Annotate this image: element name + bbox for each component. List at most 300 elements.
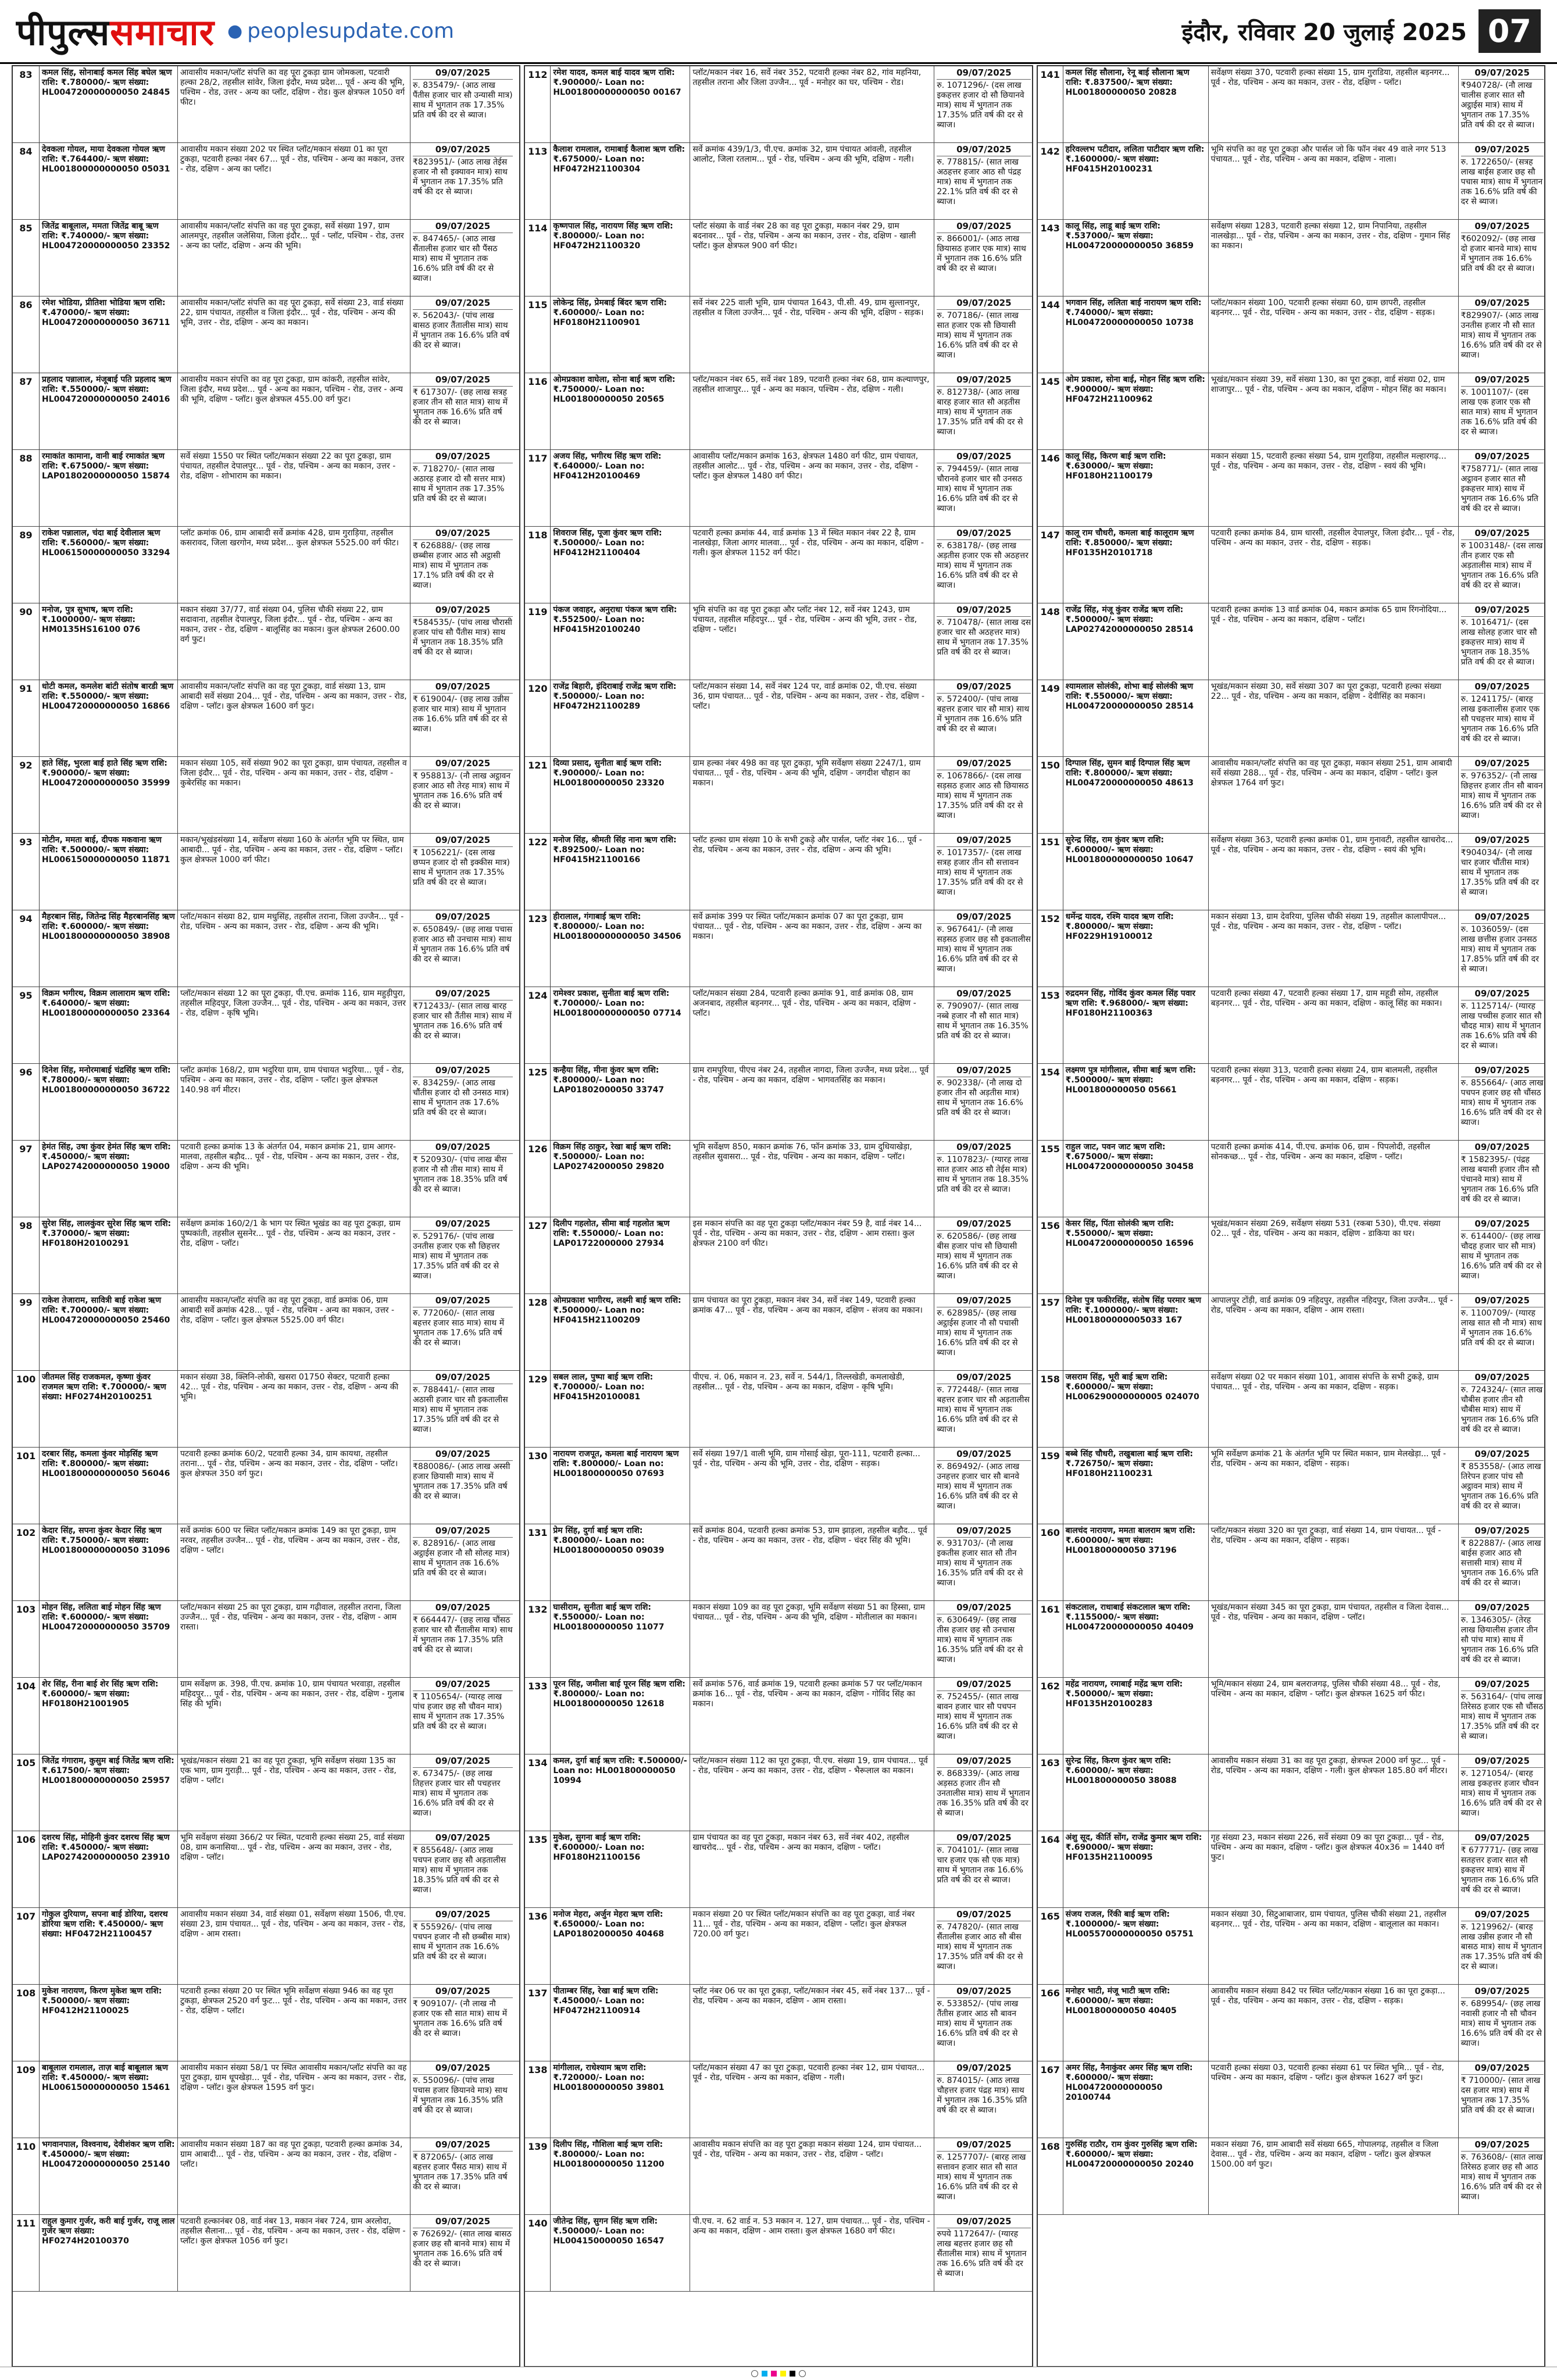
property-description: आवासीय मकान संख्या 58/1 पर स्थित आवासीय मकान/प्लॉट संपत्ति का वह पूरा टुकड़ा, ग्राम धूपखेड़ा... पूर्व - रोड, पश्चिम - अन्य का मकान, उत्तर - रोड, दक्षिण - प्लॉट। कुल क्षेत्रफल 1595 वर्ग फुट। bbox=[178, 2061, 410, 2138]
serial-number: 139 bbox=[525, 2138, 551, 2214]
borrower-details: दिलीप गहलोत, सीमा बाई गहलोत ऋण राशि: ₹.550000/- Loan no: LAP01722000000 27934 bbox=[551, 1217, 690, 1293]
property-description: प्लॉट क्रमांक 168/2, ग्राम भदुरिया ग्राम, ग्राम पंचायत भदुरिया... पूर्व - रोड, पश्चिम - अन्य का मकान, उत्तर - रोड, दक्षिण - प्लॉट। कुल क्षेत्रफल 140.98 वर्ग मीटर। bbox=[178, 1064, 410, 1140]
outstanding-amount: ₹602092/- (छह लाख दो हजार बानवे मात्र) साथ में भुगतान तक 16.6% प्रति वर्ष की दर से ब्याज। bbox=[1460, 234, 1537, 273]
borrower-details: सबल लाल, पुष्पा बाई ऋण राशि: ₹.700000/- Loan no: HF0415H20100081 bbox=[551, 1371, 690, 1447]
notice-date: 09/07/2025 bbox=[413, 1986, 513, 1998]
outstanding-amount: ₹758771/- (सात लाख अट्ठावन हजार सात सौ इकहत्तर मात्र) साथ में भुगतान तक 16.6% प्रति वर्ष की दर से ब्याज। bbox=[1460, 464, 1538, 513]
serial-number: 109 bbox=[13, 2061, 40, 2138]
borrower-details: कालू सिंह, लाडू बाई ऋण राशि: ₹.537000/- ऋण संख्या: HL004720000000050 36859 bbox=[1063, 220, 1209, 296]
serial-number: 95 bbox=[13, 987, 40, 1063]
borrower-details: राहुल जाट, पवन जाट ऋण राशि: ₹.675000/- ऋण संख्या: HL004720000000050 30458 bbox=[1063, 1141, 1209, 1217]
borrower-details: दिग्पाल सिंह, सुमन बाई दिग्पाल सिंह ऋण राशि: ₹.800000/- ऋण संख्या: HL004720000000050 48613 bbox=[1063, 757, 1209, 833]
table-row bbox=[13, 834, 519, 910]
notice-amount-cell bbox=[1459, 2138, 1544, 2214]
table-row bbox=[13, 66, 519, 143]
outstanding-amount: ₹ 909107/- (नौ लाख नौ हजार एक सौ सात मात्र) साथ में भुगतान तक 16.6% प्रति वर्ष की दर से ब्याज। bbox=[413, 1999, 508, 2038]
borrower-details: अंशु सूद, कीर्ति सोंग, राजेंद्र कुमार ऋण राशि: ₹.690000/- ऋण संख्या: HF0135H21100095 bbox=[1063, 1831, 1209, 1907]
notice-date: 09/07/2025 bbox=[1461, 1142, 1544, 1154]
outstanding-amount: ₹ 710000/- (सात लाख दस हजार मात्र) साथ में भुगतान तक 17.35% प्रति वर्ष की दर से ब्याज। bbox=[1460, 2076, 1541, 2115]
notice-amount-cell bbox=[934, 1908, 1031, 1984]
property-description: प्लॉट/मकान नंबर 16, सर्वे नंबर 352, पटवारी हल्का नंबर 82, गांव महनिया, तहसील तराना और जिला उज्जैन... पूर्व - मनोहर का घर, पश्चिम - रोड। bbox=[690, 66, 934, 142]
property-description: सर्वे क्रमांक 600 पर स्थित प्लॉट/मकान क्रमांक 149 का पूरा टुकड़ा, ग्राम नरवर, तहसील उज्जैन... पूर्व - रोड, पश्चिम - अन्य का मकान, उत्तर - रोड, दक्षिण - प्लॉट। bbox=[178, 1524, 410, 1600]
borrower-details: शिवराज सिंह, पूजा कुंवर ऋण राशि: ₹.500000/- Loan no: HF0412H21100404 bbox=[551, 527, 690, 603]
notice-date: 09/07/2025 bbox=[1461, 1603, 1544, 1614]
serial-number: 121 bbox=[525, 757, 551, 833]
borrower-details: भगवानपाल, विश्वनाथ, देवीशंकर ऋण राशि: ₹.450000/- ऋण संख्या: HL004720000000050 25140 bbox=[40, 2138, 178, 2214]
borrower-details: हेमंत सिंह, उषा कुंवर हेमंत सिंह ऋण राशि: ₹.450000/- ऋण संख्या: LAP02742000000050 19000 bbox=[40, 1141, 178, 1217]
yellow-swatch-icon bbox=[780, 2371, 786, 2377]
borrower-details: गोकुल दुरियाण, सपना बाई डोरिया, दशरथ डोरिया ऋण राशि: ₹.450000/- ऋण संख्या: HF0472H21100457 bbox=[40, 1908, 178, 1984]
table-row bbox=[525, 220, 1031, 296]
outstanding-amount: रु. 1346305/- (तेरह लाख छियालीस हजार तीन सौ पांच मात्र) साथ में भुगतान तक 16.6% प्रति वर्ष की दर से ब्याज। bbox=[1460, 1616, 1538, 1664]
notice-amount-cell bbox=[1459, 373, 1544, 449]
borrower-details: अजय सिंह, भगीरथ सिंह ऋण राशि: ₹.640000/- Loan no: HF0412H20100469 bbox=[551, 450, 690, 526]
property-description: प्लॉट/मकान संख्या 25 का पूरा टुकड़ा, ग्राम गढ़ीवाल, तहसील तराना, जिला उज्जैन... पूर्व - रोड, पश्चिम - अन्य का मकान, उत्तर - रोड, दक्षिण - आम रास्ता। bbox=[178, 1601, 410, 1677]
borrower-details: बाबूलाल रामलाल, ताज़ बाई बाबूलाल ऋण राशि: ₹.450000/- ऋण संख्या: HL006150000000050 15461 bbox=[40, 2061, 178, 2138]
table-row bbox=[1038, 910, 1544, 987]
outstanding-amount: रु. 869492/- (आठ लाख उनहत्तर हजार चार सौ बानवे मात्र) साथ में भुगतान तक 16.6% प्रति वर्ष की दर से ब्याज। bbox=[937, 1462, 1020, 1511]
property-description: मकान संख्या 13, ग्राम देवरिया, पुलिस चौकी संख्या 19, तहसील कालापीपल... पूर्व - रोड, पश्चिम - अन्य का मकान, उत्तर - रोड, दक्षिण - प्लॉट। bbox=[1209, 910, 1459, 987]
borrower-details: बालचंद नारायण, ममता बालराम ऋण राशि: ₹.600000/- ऋण संख्या: HL001800000050 37196 bbox=[1063, 1524, 1209, 1600]
notice-amount-cell bbox=[410, 987, 515, 1063]
borrower-details: दिलीप सिंह, गौशिला बाई ऋण राशि: ₹.800000/- Loan no: HL001800000050 11200 bbox=[551, 2138, 690, 2214]
borrower-details: संजय राजल, रिंकी बाई ऋण राशि: ₹.1000000/- ऋण संख्या: HL005570000000050 05751 bbox=[1063, 1908, 1209, 1984]
outstanding-amount: रु. 790907/- (सात लाख नब्बे हजार नौ सौ सात मात्र) साथ में भुगतान तक 16.35% प्रति वर्ष की दर से ब्याज। bbox=[937, 1002, 1029, 1041]
table-row bbox=[525, 373, 1031, 450]
outstanding-amount: रु. 847465/- (आठ लाख सैंतालीस हजार चार सौ पैंसठ मात्र) साथ में भुगतान तक 16.6% प्रति वर्ष की दर से ब्याज। bbox=[413, 234, 498, 283]
property-description: मकान संख्या 30, सिटुआबाजार, ग्राम पंचायत, पुलिस चौकी संख्या 21, तहसील बड़नगर... पूर्व - रोड, पश्चिम - अन्य का मकान, दक्षिण - बालूलाल का मकान। bbox=[1209, 1908, 1459, 1984]
table-row bbox=[1038, 1141, 1544, 1217]
serial-number: 165 bbox=[1038, 1908, 1063, 1984]
notice-amount-cell bbox=[410, 1448, 515, 1524]
table-row bbox=[525, 757, 1031, 834]
notice-amount-cell bbox=[934, 220, 1031, 296]
borrower-details: पूरन सिंह, जमीला बाई पूरन सिंह ऋण राशि: ₹.800000/- Loan no: HL001800000050 12618 bbox=[551, 1678, 690, 1754]
property-description: ग्राम हल्का नंबर 498 का वह पूरा टुकड़ा, भूमि सर्वेक्षण संख्या 2247/1, ग्राम पंचायत... पूर्व - रोड, पश्चिम - अन्य की भूमि, दक्षिण - जगदीश चौहान का मकान। bbox=[690, 757, 934, 833]
property-description: भूमि संपत्ति का वह पूरा टुकड़ा और प्लॉट नंबर 12, सर्वे नंबर 1243, ग्राम पंचायत, तहसील महिदपुर... पूर्व - रोड, पश्चिम - अन्य की भूमि, उत्तर - रोड, दक्षिण - प्लॉट। bbox=[690, 603, 934, 680]
outstanding-amount: रु. 630649/- (छह लाख तीस हजार छह सौ उनचास मात्र) साथ में भुगतान तक 16.35% प्रति वर्ष की दर से ब्याज। bbox=[937, 1616, 1023, 1664]
notice-date: 09/07/2025 bbox=[937, 1373, 1031, 1384]
borrower-details: कमल, दुर्गा बाई ऋण राशि: ₹.500000/- Loan no: HL001800000050 10994 bbox=[551, 1754, 690, 1831]
table-row bbox=[525, 1448, 1031, 1524]
borrower-details: रमेश यादव, कमल बाई यादव ऋण राशि: ₹.900000/- Loan no: HL001800000000050 00167 bbox=[551, 66, 690, 142]
notice-column-1 bbox=[12, 65, 520, 2367]
masthead bbox=[0, 0, 1557, 64]
notice-amount-cell bbox=[410, 834, 515, 910]
table-row bbox=[525, 910, 1031, 987]
notice-date: 09/07/2025 bbox=[413, 1910, 513, 1921]
serial-number: 150 bbox=[1038, 757, 1063, 833]
serial-number: 131 bbox=[525, 1524, 551, 1600]
notice-date: 09/07/2025 bbox=[413, 605, 513, 617]
notice-amount-cell bbox=[410, 1831, 515, 1907]
serial-number: 135 bbox=[525, 1831, 551, 1907]
table-row bbox=[1038, 1217, 1544, 1294]
borrower-details: कृष्णपाल सिंह, नारायण सिंह ऋण राशि: ₹.800000/- Loan no: HF0472H21100320 bbox=[551, 220, 690, 296]
outstanding-amount: ₹ 853558/- (आठ लाख तिरेपन हजार पांच सौ अट्ठावन मात्र) साथ में भुगतान तक 16.6% प्रति वर्ष की दर से ब्याज। bbox=[1460, 1462, 1541, 1511]
serial-number: 125 bbox=[525, 1064, 551, 1140]
notice-date: 09/07/2025 bbox=[1461, 1526, 1544, 1538]
table-row bbox=[13, 1064, 519, 1141]
borrower-details: राकेश पन्नालाल, चंदा बाई देवीलाल ऋण राशि: ₹.560000/- ऋण संख्या: HL006150000000050 33294 bbox=[40, 527, 178, 603]
outstanding-amount: ₹ 1105654/- (ग्यारह लाख पांच हजार छह सौ चौवन मात्र) साथ में भुगतान तक 17.35% प्रति वर्ष की दर से ब्याज। bbox=[413, 1692, 505, 1731]
serial-number: 168 bbox=[1038, 2138, 1063, 2214]
property-description: ग्राम पंचायत का पूरा टुकड़ा, मकान नंबर 34, सर्वे नंबर 149, पटवारी हल्का क्रमांक 47... पूर्व - रोड, पश्चिम - अन्य का मकान, दक्षिण - संजय का मकान। bbox=[690, 1294, 934, 1370]
serial-number: 138 bbox=[525, 2061, 551, 2138]
property-description: पटवारी हल्का संख्या 03, पटवारी हल्का संख्या 61 पर स्थित भूमि... पूर्व - रोड, पश्चिम - अन्य का मकान, दक्षिण - प्लॉट। कुल क्षेत्रफल 1627 वर्ग फुट। bbox=[1209, 2061, 1459, 2138]
serial-number: 160 bbox=[1038, 1524, 1063, 1600]
property-description: सर्वे नंबर 225 वाली भूमि, ग्राम पंचायत 1643, पी.सी. 49, ग्राम सुल्तानपुर, तहसील व जिला उज्जैन... पूर्व - रोड, पश्चिम - अन्य की भूमि, दक्षिण - सड़क। bbox=[690, 296, 934, 373]
notice-amount-cell bbox=[410, 757, 515, 833]
borrower-details: ओमप्रकाश भागीरथ, लक्ष्मी बाई ऋण राशि: ₹.500000/- Loan no: HF0415H21100209 bbox=[551, 1294, 690, 1370]
borrower-details: दिनेश सिंह, मनोरमाबाई चंद्रसिंह ऋण राशि: ₹.780000/- ऋण संख्या: HL001800000000050 36722 bbox=[40, 1064, 178, 1140]
borrower-details: दिव्या प्रसाद, सुनीता बाई ऋण राशि: ₹.900000/- Loan no: HL001800000050 23320 bbox=[551, 757, 690, 833]
borrower-details: शेर सिंह, रीना बाई शेर सिंह ऋण राशि: ₹.600000/- ऋण संख्या: HF0180H21001905 bbox=[40, 1678, 178, 1754]
outstanding-amount: रु. 704101/- (सात लाख चार हजार एक सौ एक मात्र) साथ में भुगतान तक 16.6% प्रति वर्ष की दर से ब्याज। bbox=[937, 1846, 1023, 1885]
table-row bbox=[525, 1141, 1031, 1217]
serial-number: 133 bbox=[525, 1678, 551, 1754]
serial-number: 157 bbox=[1038, 1294, 1063, 1370]
notice-date: 09/07/2025 bbox=[413, 912, 513, 924]
borrower-details: धर्मेन्द्र यादव, रश्मि यादव ऋण राशि: ₹.800000/- ऋण संख्या: HF0229H19100012 bbox=[1063, 910, 1209, 987]
outstanding-amount: रु. 1107823/- (ग्यारह लाख सात हजार आठ सौ तेईस मात्र) साथ में भुगतान तक 18.35% प्रति वर्ष की दर से ब्याज। bbox=[937, 1155, 1029, 1194]
website-link[interactable] bbox=[227, 19, 454, 43]
notice-date: 09/07/2025 bbox=[1461, 1449, 1544, 1461]
table-row bbox=[13, 2215, 519, 2292]
borrower-details: मनोज, पुत्र सुभाष, ऋण राशि: ₹.1000000/- ऋण संख्या: HM0135HS16100 076 bbox=[40, 603, 178, 680]
outstanding-amount: रु. 628985/- (छह लाख अट्ठाईस हजार नौ सौ पचासी मात्र) साथ में भुगतान तक 16.6% प्रति वर्ष की दर से ब्याज। bbox=[937, 1309, 1019, 1357]
table-row bbox=[525, 1985, 1031, 2061]
outstanding-amount: रुपये 1172647/- (ग्यारह लाख बहत्तर हजार छह सौ सैंतालीस मात्र) साथ में भुगतान तक 16.6% प्रति वर्ष की दर से ब्याज। bbox=[937, 2229, 1027, 2278]
notice-amount-cell bbox=[1459, 987, 1544, 1063]
outstanding-amount: ₹712433/- (सात लाख बारह हजार चार सौ तैंतीस मात्र) साथ में भुगतान तक 16.6% प्रति वर्ष की दर से ब्याज। bbox=[413, 1002, 512, 1041]
notice-date: 09/07/2025 bbox=[937, 989, 1031, 1000]
outstanding-amount: रु. 866001/- (आठ लाख छियासठ हजार एक मात्र) साथ में भुगतान तक 16.6% प्रति वर्ष की दर से ब्याज। bbox=[937, 234, 1026, 273]
borrower-details: महेंद्र नारायण, रमाबाई महेंद्र ऋण राशि: ₹.500000/- ऋण संख्या: HF0135H20100283 bbox=[1063, 1678, 1209, 1754]
serial-number: 140 bbox=[525, 2215, 551, 2291]
outstanding-amount: रु. 1241175/- (बारह लाख इकतालीस हजार एक सौ पचहत्तर मात्र) साथ में भुगतान तक 16.6% प्रति वर्ष की दर से ब्याज। bbox=[1460, 695, 1540, 744]
property-description: पटवारी हल्का संख्या 313, पटवारी हल्का संख्या 24, ग्राम बालमली, तहसील बड़नगर... पूर्व - रोड, पश्चिम - अन्य का मकान, दक्षिण - सड़क। bbox=[1209, 1064, 1459, 1140]
notice-amount-cell bbox=[410, 1908, 515, 1984]
serial-number: 94 bbox=[13, 910, 40, 987]
borrower-details: मांगीलाल, राधेश्याम ऋण राशि: ₹.720000/- Loan no: HL001800000050 39801 bbox=[551, 2061, 690, 2138]
outstanding-amount: रु. 718270/- (सात लाख अठारह हजार दो सौ सत्तर मात्र) साथ में भुगतान तक 17.35% प्रति वर्ष की दर से ब्याज। bbox=[413, 464, 506, 503]
borrower-details: राहुल कुमार गुर्जर, करी बाई गुर्जर, राजू लाल गुर्जर ऋण संख्या: HF0274H20100370 bbox=[40, 2215, 178, 2291]
serial-number: 112 bbox=[525, 66, 551, 142]
property-description: पटवारी हल्का क्रमांक 13 वार्ड क्रमांक 04, मकान क्रमांक 65 ग्राम रिंगनोदिया... पूर्व - रोड, पश्चिम - अन्य का मकान, दक्षिण - प्लॉट। bbox=[1209, 603, 1459, 680]
outstanding-amount: रु. 747820/- (सात लाख सैंतालीस हजार आठ सौ बीस मात्र) साथ में भुगतान तक 17.35% प्रति वर्ष की दर से ब्याज। bbox=[937, 1922, 1023, 1971]
serial-number: 98 bbox=[13, 1217, 40, 1293]
borrower-details: प्रहलाद पन्नालाल, मंजूबाई पति प्रहलाद ऋण राशि: ₹.550000/- ऋण संख्या: HL004720000000050 24016 bbox=[40, 373, 178, 449]
table-row bbox=[13, 1908, 519, 1985]
serial-number: 96 bbox=[13, 1064, 40, 1140]
outstanding-amount: रु 1003148/- (दस लाख तीन हजार एक सौ अड़तालीस मात्र) साथ में भुगतान तक 16.6% प्रति वर्ष की दर से ब्याज। bbox=[1460, 541, 1543, 590]
property-description: प्लॉट/मकान संख्या 100, पटवारी हल्का संख्या 60, ग्राम छापरी, तहसील बड़नगर... पूर्व - रोड, पश्चिम - अन्य का मकान, उत्तर - रोड, दक्षिण - सड़क। bbox=[1209, 296, 1459, 373]
notice-amount-cell bbox=[410, 1294, 515, 1370]
property-description: भूखंड/मकान संख्या 30, सर्वे संख्या 307 का पूरा टुकड़ा, पटवारी हल्का संख्या 22... पूर्व - रोड, पश्चिम - अन्य का मकान, दक्षिण - देवीसिंह का मकान। bbox=[1209, 680, 1459, 756]
property-description: भूखंड/मकान संख्या 345 का पूरा टुकड़ा, ग्राम पंचायत, तहसील व जिला देवास... पूर्व - रोड, पश्चिम - अन्य का मकान, दक्षिण - प्लॉट। bbox=[1209, 1601, 1459, 1677]
table-row bbox=[13, 1294, 519, 1371]
property-description: प्लॉट क्रमांक 06, ग्राम आबादी सर्वे क्रमांक 428, ग्राम गुराड़िया, तहसील कसरावद, जिला खरगोन, मध्य प्रदेश... कुल क्षेत्रफल 5525.00 वर्ग फीट। bbox=[178, 527, 410, 603]
notice-amount-cell bbox=[1459, 1524, 1544, 1600]
property-description: पटवारी हल्का संख्या 47, पटवारी हल्का संख्या 17, ग्राम महूडी सोम, तहसील बड़नगर... पूर्व - रोड, पश्चिम - अन्य का मकान, दक्षिण - कालू सिंह का मकान। bbox=[1209, 987, 1459, 1063]
borrower-details: मनोज मेहरा, अर्जुन मेहरा ऋण राशि: ₹.650000/- Loan no: LAP01802000050 40468 bbox=[551, 1908, 690, 1984]
property-description: मकान संख्या 109 का वह पूरा टुकड़ा, भूमि सर्वेक्षण संख्या 51 का हिस्सा, ग्राम पंचायत... पूर्व - रोड, पश्चिम - अन्य की भूमि, दक्षिण - मोतीलाल का मकान। bbox=[690, 1601, 934, 1677]
property-description: आवासीय मकान/प्लॉट संपत्ति का वह पूरा टुकड़ा, वार्ड संख्या 13, ग्राम आबादी सर्वे संख्या 204... पूर्व - रोड, पश्चिम - अन्य का मकान, उत्तर - रोड, दक्षिण - प्लॉट। कुल क्षेत्रफल 1600 वर्ग फुट। bbox=[178, 680, 410, 756]
outstanding-amount: रु. 710478/- (सात लाख दस हजार चार सौ अठहत्तर मात्र) साथ में भुगतान तक 17.35% प्रति वर्ष की दर से ब्याज। bbox=[937, 618, 1031, 657]
table-row bbox=[13, 450, 519, 527]
borrower-details: राकेश तेजाराम, सावित्री बाई राकेश ऋण राशि: ₹.700000/- ऋण संख्या: HL004720000000050 25460 bbox=[40, 1294, 178, 1370]
notice-amount-cell bbox=[934, 1985, 1031, 2061]
outstanding-amount: रु. 563164/- (पांच लाख तिरेसठ हजार एक सौ चौंसठ मात्र) साथ में भुगतान तक 17.35% प्रति वर्ष की दर से ब्याज। bbox=[1460, 1692, 1544, 1741]
notice-amount-cell bbox=[410, 2061, 515, 2138]
table-row bbox=[1038, 987, 1544, 1064]
cyan-swatch-icon bbox=[762, 2371, 767, 2377]
borrower-details: सुरेन्द्र सिंह, राम कुंवर ऋण राशि: ₹.600000/- ऋण संख्या: HL001800000000050 10647 bbox=[1063, 834, 1209, 910]
table-row bbox=[13, 1985, 519, 2061]
serial-number: 84 bbox=[13, 143, 40, 219]
notice-date: 09/07/2025 bbox=[1461, 452, 1544, 463]
notice-amount-cell bbox=[934, 680, 1031, 756]
serial-number: 91 bbox=[13, 680, 40, 756]
notice-date: 09/07/2025 bbox=[413, 375, 513, 387]
notice-amount-cell bbox=[1459, 1217, 1544, 1293]
table-row bbox=[13, 373, 519, 450]
table-row bbox=[525, 1294, 1031, 1371]
outstanding-amount: रु. 1257707/- (बारह लाख सत्तावन हजार सात सौ सात मात्र) साथ में भुगतान तक 16.6% प्रति वर्ष की दर से ब्याज। bbox=[937, 2153, 1026, 2202]
table-row bbox=[525, 143, 1031, 220]
notice-amount-cell bbox=[410, 296, 515, 373]
borrower-details: नारायण राजपूत, कमला बाई नारायण ऋण राशि: ₹.800000/- Loan no: HL001800000050 07693 bbox=[551, 1448, 690, 1524]
notice-date: 09/07/2025 bbox=[1461, 1296, 1544, 1307]
serial-number: 97 bbox=[13, 1141, 40, 1217]
borrower-details: मनोहर भाटी, मंजू भाटी ऋण राशि: ₹.600000/- ऋण संख्या: HL001800000050 40405 bbox=[1063, 1985, 1209, 2061]
notice-date: 09/07/2025 bbox=[413, 1526, 513, 1538]
notice-date: 09/07/2025 bbox=[413, 2063, 513, 2075]
property-description: सर्वेक्षण संख्या 1283, पटवारी हल्का संख्या 12, ग्राम निपानिया, तहसील नालखेड़ा... पूर्व - रोड, पश्चिम - अन्य का मकान, उत्तर - रोड, दक्षिण - गुमान सिंह का मकान। bbox=[1209, 220, 1459, 296]
notice-date: 09/07/2025 bbox=[1461, 1679, 1544, 1691]
notice-date: 09/07/2025 bbox=[937, 912, 1031, 924]
outstanding-amount: रु. 562043/- (पांच लाख बासठ हजार तैंतालीस मात्र) साथ में भुगतान तक 16.6% प्रति वर्ष की दर से ब्याज। bbox=[413, 311, 510, 350]
borrower-details: हीरालाल, गंगाबाई ऋण राशि: ₹.800000/- Loan no: HL001800000000050 34506 bbox=[551, 910, 690, 987]
table-row bbox=[525, 2138, 1031, 2215]
table-row bbox=[525, 1754, 1031, 1831]
notice-amount-cell bbox=[1459, 1908, 1544, 1984]
notice-amount-cell bbox=[410, 1371, 515, 1447]
notice-amount-cell bbox=[1459, 1294, 1544, 1370]
notice-amount-cell bbox=[1459, 1831, 1544, 1907]
notice-amount-cell bbox=[1459, 910, 1544, 987]
table-row bbox=[1038, 220, 1544, 296]
property-description: प्लॉट/मकान संख्या 284, पटवारी हल्का क्रमांक 91, वार्ड क्रमांक 08, ग्राम अजनबाद, तहसील बड़नगर... पूर्व - रोड, पश्चिम - अन्य का मकान, दक्षिण - प्लॉट। bbox=[690, 987, 934, 1063]
outstanding-amount: ₹829907/- (आठ लाख उनतीस हजार नौ सौ सात मात्र) साथ में भुगतान तक 16.6% प्रति वर्ष की दर से ब्याज। bbox=[1460, 311, 1542, 360]
serial-number: 166 bbox=[1038, 1985, 1063, 2061]
table-row bbox=[13, 1601, 519, 1678]
notice-date: 09/07/2025 bbox=[1461, 145, 1544, 156]
outstanding-amount: रु. 1722650/- (सत्रह लाख बाईस हजार छह सौ पचास मात्र) साथ में भुगतान तक 16.6% प्रति वर्ष की दर से ब्याज। bbox=[1460, 158, 1543, 206]
outstanding-amount: ₹ 555926/- (पांच लाख पचपन हजार नौ सौ छब्बीस मात्र) साथ में भुगतान तक 16.6% प्रति वर्ष की दर से ब्याज। bbox=[413, 1922, 510, 1961]
serial-number: 122 bbox=[525, 834, 551, 910]
masthead-right bbox=[1182, 9, 1541, 53]
serial-number: 151 bbox=[1038, 834, 1063, 910]
globe-icon: ● bbox=[227, 21, 243, 41]
outstanding-amount: रु. 1071296/- (दस लाख इकहत्तर हजार दो सौ छियानवे मात्र) साथ में भुगतान तक 17.35% प्रति वर्ष की दर से ब्याज। bbox=[937, 81, 1024, 130]
serial-number: 103 bbox=[13, 1601, 40, 1677]
notice-date: 09/07/2025 bbox=[413, 1373, 513, 1384]
notice-date: 09/07/2025 bbox=[413, 989, 513, 1000]
property-description: आवासीय मकान संपत्ति का वह पूरा टुकड़ा, ग्राम कांकरी, तहसील सांवेर, जिला इंदौर, मध्य प्रदेश... पूर्व - अन्य का मकान, पश्चिम - रोड, उत्तर - अन्य की भूमि, दक्षिण - प्लॉट। कुल क्षेत्रफल 455.00 वर्ग फुट। bbox=[178, 373, 410, 449]
table-row bbox=[13, 1448, 519, 1524]
serial-number: 104 bbox=[13, 1678, 40, 1754]
table-row bbox=[525, 2061, 1031, 2138]
notice-amount-cell bbox=[934, 296, 1031, 373]
property-description: सर्वेक्षण संख्या 370, पटवारी हल्का संख्या 15, ग्राम गुराडिया, तहसील बड़नगर... पूर्व - रोड, पश्चिम - अन्य का मकान, उत्तर - रोड, दक्षिण - प्लॉट। bbox=[1209, 66, 1459, 142]
notice-amount-cell bbox=[410, 680, 515, 756]
property-description: आवासीय मकान/प्लॉट संपत्ति का वह पूरा टुकड़ा, मकान संख्या 251, ग्राम आबादी सर्वे संख्या 288... पूर्व - रोड, पश्चिम - अन्य का मकान, दक्षिण - प्लॉट। कुल क्षेत्रफल 1764 वर्ग फुट। bbox=[1209, 757, 1459, 833]
outstanding-amount: रु. 834259/- (आठ लाख चौंतीस हजार दो सौ उनसठ मात्र) साथ में भुगतान तक 17.6% प्रति वर्ष की दर से ब्याज। bbox=[413, 1078, 509, 1117]
notice-amount-cell bbox=[410, 527, 515, 603]
notice-amount-cell bbox=[934, 1064, 1031, 1140]
outstanding-amount: रु. 828916/- (आठ लाख अट्ठाईस हजार नौ सौ सोलह मात्र) साथ में भुगतान तक 16.6% प्रति वर्ष की दर से ब्याज। bbox=[413, 1539, 510, 1578]
borrower-details: मोटीन, ममता बाई, दीपक मकवाना ऋण राशि: ₹.500000/- ऋण संख्या: HL006150000000050 11871 bbox=[40, 834, 178, 910]
notice-amount-cell bbox=[934, 143, 1031, 219]
borrower-details: घासीराम, सुनीता बाई ऋण राशि: ₹.550000/- Loan no: HL001800000050 11077 bbox=[551, 1601, 690, 1677]
notice-date: 09/07/2025 bbox=[1461, 989, 1544, 1000]
property-description: आवासीय मकान/प्लॉट संपत्ति का वह पूरा टुकड़ा, सर्वे संख्या 23, वार्ड संख्या 22, ग्राम पंचायत, तहसील व जिला इंदौर... पूर्व - रोड, पश्चिम - अन्य की भूमि, उत्तर - रोड, दक्षिण - अन्य का मकान। bbox=[178, 296, 410, 373]
table-row bbox=[13, 220, 519, 296]
property-description: पटवारी हल्का क्रमांक 60/2, पटवारी हल्का 34, ग्राम कायथा, तहसील तराना... पूर्व - रोड, पश्चिम - अन्य का मकान, उत्तर - रोड, दक्षिण - प्लॉट। कुल क्षेत्रफल 350 वर्ग फुट। bbox=[178, 1448, 410, 1524]
notice-amount-cell bbox=[410, 66, 515, 142]
notice-amount-cell bbox=[934, 987, 1031, 1063]
table-row bbox=[13, 987, 519, 1064]
serial-number: 106 bbox=[13, 1831, 40, 1907]
table-row bbox=[1038, 1448, 1544, 1524]
notice-date: 09/07/2025 bbox=[413, 2140, 513, 2152]
serial-number: 90 bbox=[13, 603, 40, 680]
property-description: सर्वे क्रमांक 576, वार्ड क्रमांक 19, पटवारी हल्का क्रमांक 57 पर प्लॉट/मकान क्रमांक 16... पूर्व - रोड, पश्चिम - अन्य का मकान, दक्षिण - गोविंद सिंह का मकान। bbox=[690, 1678, 934, 1754]
property-description: प्लॉट/मकान संख्या 47 का पूरा टुकड़ा, पटवारी हल्का नंबर 12, ग्राम पंचायत... पूर्व - रोड, पश्चिम - अन्य का मकान, दक्षिण - गली। bbox=[690, 2061, 934, 2138]
notice-date: 09/07/2025 bbox=[413, 1679, 513, 1691]
notice-amount-cell bbox=[1459, 757, 1544, 833]
serial-number: 152 bbox=[1038, 910, 1063, 987]
notice-amount-cell bbox=[934, 2215, 1031, 2291]
notice-amount-cell bbox=[934, 1448, 1031, 1524]
table-row bbox=[1038, 1985, 1544, 2061]
notice-date: 09/07/2025 bbox=[1461, 221, 1544, 233]
borrower-details: केदार सिंह, सपना कुंवर केदार सिंह ऋण राशि: ₹.750000/- ऋण संख्या: HL001800000000050 31096 bbox=[40, 1524, 178, 1600]
table-row bbox=[1038, 1371, 1544, 1448]
notice-date: 09/07/2025 bbox=[1461, 605, 1544, 617]
notice-date: 09/07/2025 bbox=[937, 528, 1031, 540]
notice-date: 09/07/2025 bbox=[937, 1833, 1031, 1845]
serial-number: 145 bbox=[1038, 373, 1063, 449]
borrower-details: कालू राम चौधरी, कमला बाई कालूराम ऋण राशि: ₹.850000/- ऋण संख्या: HF0135H20101718 bbox=[1063, 527, 1209, 603]
notice-date: 09/07/2025 bbox=[413, 759, 513, 770]
serial-number: 167 bbox=[1038, 2061, 1063, 2138]
property-description: प्लॉट नंबर 06 पर का पूरा टुकड़ा, प्लॉट/मकान नंबर 45, सर्वे नंबर 137... पूर्व - रोड, पश्चिम - अन्य का मकान, दक्षिण - आम रास्ता। bbox=[690, 1985, 934, 2061]
serial-number: 130 bbox=[525, 1448, 551, 1524]
serial-number: 83 bbox=[13, 66, 40, 142]
table-row bbox=[1038, 1908, 1544, 1985]
borrower-details: संकटलाल, राधाबाई संकटलाल ऋण राशि: ₹.1155000/- ऋण संख्या: HL004720000000050 40409 bbox=[1063, 1601, 1209, 1677]
property-description: भूखंड/मकान संख्या 269, सर्वेक्षण संख्या 531 (रकबा 530), पी.एच. संख्या 02... पूर्व - रोड, पश्चिम - अन्य का मकान, दक्षिण - डाकिया का घर। bbox=[1209, 1217, 1459, 1293]
notice-amount-cell bbox=[934, 1754, 1031, 1831]
table-row bbox=[1038, 66, 1544, 143]
property-description: पटवारी हल्का क्रमांक 44, वार्ड क्रमांक 13 में स्थित मकान नंबर 22 है, ग्राम नालखेड़ा, जिला आगर मालवा... पूर्व - रोड, पश्चिम - अन्य का मकान, दक्षिण - गली। कुल क्षेत्रफल 1152 वर्ग फीट। bbox=[690, 527, 934, 603]
outstanding-amount: रु. 1016471/- (दस लाख सोलह हजार चार सौ इकहत्तर मात्र) साथ में भुगतान तक 18.35% प्रति वर्ष की दर से ब्याज। bbox=[1460, 618, 1537, 667]
serial-number: 85 bbox=[13, 220, 40, 296]
notice-date: 09/07/2025 bbox=[413, 68, 513, 80]
notice-date: 09/07/2025 bbox=[937, 298, 1031, 310]
outstanding-amount: रु. 752455/- (सात लाख बावन हजार चार सौ पचपन मात्र) साथ में भुगतान तक 16.6% प्रति वर्ष की दर से ब्याज। bbox=[937, 1692, 1019, 1741]
property-description: पटवारी हल्का क्रमांक 414, पी.एच. क्रमांक 06, ग्राम - पिपलोदी, तहसील सोनकच्छ... पूर्व - रोड, पश्चिम - अन्य का मकान, दक्षिण - प्लॉट। bbox=[1209, 1141, 1459, 1217]
borrower-details: पीताम्बर सिंह, रेखा बाई ऋण राशि: ₹.450000/- Loan no: HF0472H21100914 bbox=[551, 1985, 690, 2061]
notice-amount-cell bbox=[934, 1217, 1031, 1293]
logo-part-2: समाचार bbox=[110, 10, 215, 53]
outstanding-amount: रु. 673475/- (छह लाख तिहत्तर हजार चार सौ पचहत्तर मात्र) साथ में भुगतान तक 16.6% प्रति वर्ष की दर से ब्याज। bbox=[413, 1769, 501, 1818]
notice-date: 09/07/2025 bbox=[937, 2140, 1031, 2152]
serial-number: 111 bbox=[13, 2215, 40, 2291]
property-description: मकान संख्या 20 पर स्थित प्लॉट/मकान संपत्ति का वह पूरा टुकड़ा, वार्ड नंबर 11... पूर्व - रोड, पश्चिम - अन्य का मकान, दक्षिण - प्लॉट। कुल क्षेत्रफल 720.00 वर्ग फुट। bbox=[690, 1908, 934, 1984]
borrower-details: मनोज सिंह, श्रीमती सिंह नाना ऋण राशि: ₹.892500/- Loan no: HF0415H21100166 bbox=[551, 834, 690, 910]
outstanding-amount: रु. 1036059/- (दस लाख छत्तीस हजार उनसठ मात्र) साथ में भुगतान तक 17.85% प्रति वर्ष की दर से ब्याज। bbox=[1460, 925, 1539, 974]
notice-amount-cell bbox=[410, 1754, 515, 1831]
notice-amount-cell bbox=[1459, 680, 1544, 756]
notice-amount-cell bbox=[410, 2215, 515, 2291]
magenta-swatch-icon bbox=[771, 2371, 777, 2377]
notice-amount-cell bbox=[934, 834, 1031, 910]
outstanding-amount: रु. 1001107/- (दस लाख एक हजार एक सौ सात मात्र) साथ में भुगतान तक 16.6% प्रति वर्ष की दर से ब्याज। bbox=[1460, 388, 1538, 437]
outstanding-amount: रु. 788441/- (सात लाख अठासी हजार चार सौ इकतालीस मात्र) साथ में भुगतान तक 17.35% प्रति वर्ष की दर से ब्याज। bbox=[413, 1385, 508, 1434]
notice-date: 09/07/2025 bbox=[937, 835, 1031, 847]
serial-number: 107 bbox=[13, 1908, 40, 1984]
borrower-details: रमाकांत कामाना, वानी बाई रमाकांत ऋण राशि: ₹.675000/- ऋण संख्या: LAP01802000000050 15874 bbox=[40, 450, 178, 526]
notice-date: 09/07/2025 bbox=[937, 68, 1031, 80]
notice-date: 09/07/2025 bbox=[937, 1142, 1031, 1154]
property-description: पी.एच. न. 62 वार्ड न. 53 मकान न. 127, ग्राम पंचायत... पूर्व - रोड, पश्चिम - अन्य का मकान, दक्षिण - आम रास्ता। कुल क्षेत्रफल 1680 वर्ग फीट। bbox=[690, 2215, 934, 2291]
serial-number: 99 bbox=[13, 1294, 40, 1370]
borrower-details: पंकज जवाहर, अनुराधा पंकज ऋण राशि: ₹.552500/- Loan no: HF0415H20100240 bbox=[551, 603, 690, 680]
serial-number: 102 bbox=[13, 1524, 40, 1600]
serial-number: 144 bbox=[1038, 296, 1063, 373]
notice-amount-cell bbox=[934, 66, 1031, 142]
table-row bbox=[1038, 296, 1544, 373]
notice-amount-cell bbox=[934, 910, 1031, 987]
outstanding-amount: रु. 763608/- (सात लाख तिरेसठ हजार छह सौ आठ मात्र) साथ में भुगतान तक 16.6% प्रति वर्ष की दर से ब्याज। bbox=[1460, 2153, 1543, 2202]
property-description: पटवारी हल्का संख्या 20 पर स्थित भूमि सर्वेक्षण संख्या 946 का वह पूरा टुकड़ा, क्षेत्रफल 2520 वर्ग फुट... पूर्व - रोड, पश्चिम - अन्य का मकान, उत्तर - रोड, दक्षिण - प्लॉट। bbox=[178, 1985, 410, 2061]
borrower-details: जीतेन्द्र सिंह, सुगन सिंह ऋण राशि: ₹.500000/- Loan no: HL004150000050 16547 bbox=[551, 2215, 690, 2291]
serial-number: 108 bbox=[13, 1985, 40, 2061]
notice-date: 09/07/2025 bbox=[937, 1910, 1031, 1921]
notice-date: 09/07/2025 bbox=[937, 682, 1031, 694]
notice-date: 09/07/2025 bbox=[1461, 912, 1544, 924]
borrower-details: मुकेश, सुगना बाई ऋण राशि: ₹.600000/- Loan no: HF0180H21100156 bbox=[551, 1831, 690, 1907]
serial-number: 129 bbox=[525, 1371, 551, 1447]
borrower-details: जितेंद्र बाबूलाल, ममता जितेंद्र बाबू ऋण राशि: ₹.740000/- ऋण संख्या: HL004720000000050 23352 bbox=[40, 220, 178, 296]
notice-date: 09/07/2025 bbox=[413, 1756, 513, 1768]
borrower-details: कालू सिंह, किरण बाई ऋण राशि: ₹.630000/- ऋण संख्या: HF0180H21100179 bbox=[1063, 450, 1209, 526]
serial-number: 105 bbox=[13, 1754, 40, 1831]
serial-number: 154 bbox=[1038, 1064, 1063, 1140]
notice-date: 09/07/2025 bbox=[1461, 298, 1544, 310]
outstanding-amount: ₹ 626888/- (छह लाख छब्बीस हजार आठ सौ अट्ठासी मात्र) साथ में भुगतान तक 17.1% प्रति वर्ष की दर से ब्याज। bbox=[413, 541, 501, 590]
property-description: ग्राम सर्वेक्षण क्र. 398, पी.एच. क्रमांक 10, ग्राम पंचायत भरवाड़ा, तहसील महिदपुर... पूर्व - रोड, पश्चिम - अन्य का मकान, उत्तर - रोड, दक्षिण - गुलाब सिंह की भूमि। bbox=[178, 1678, 410, 1754]
notice-date: 09/07/2025 bbox=[1461, 835, 1544, 847]
outstanding-amount: ₹ 855648/- (आठ लाख पचपन हजार छह सौ अड़तालीस मात्र) साथ में भुगतान तक 18.35% प्रति वर्ष की दर से ब्याज। bbox=[413, 1846, 506, 1895]
notice-date: 09/07/2025 bbox=[413, 1066, 513, 1077]
outstanding-amount: रु. 778815/- (सात लाख अठहत्तर हजार आठ सौ पंद्रह मात्र) साथ में भुगतान तक 22.1% प्रति वर्ष की दर से ब्याज। bbox=[937, 158, 1022, 206]
table-row bbox=[13, 296, 519, 373]
